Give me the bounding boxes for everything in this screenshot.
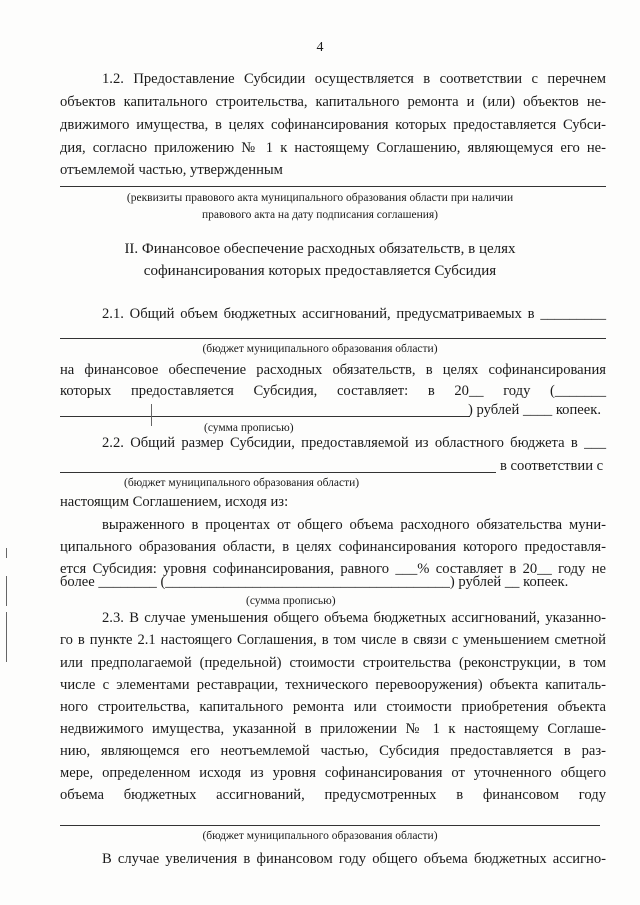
s21-line-4-end: ) рублей ____ копеек. <box>468 402 601 418</box>
s12-line-5: отъемлемой частью, утвержденным <box>60 162 283 178</box>
s23-line-10: В случае увеличения в финансовом году общего объема бюджетных ассигно- <box>102 851 606 867</box>
s23-line-5: ного строительства, капитального ремонта или стоимости приобретения объекта <box>60 699 606 715</box>
s12-line-2: объектов капитального строительства, капитального ремонта и (или) объектов не- <box>60 94 606 110</box>
s22-caption-budget: (бюджет муниципального образования области) <box>124 477 360 489</box>
s12-line-4: дия, согласно приложению № 1 к настоящему Соглашению, являющемуся его не- <box>60 140 606 156</box>
s12-caption-1: (реквизиты правового акта муниципального образования области при наличии <box>126 192 514 204</box>
s12-caption-2: правового акта на дату подписания соглашения) <box>201 209 438 221</box>
scan-mark <box>6 612 7 662</box>
s22-line-5: ципального образования области, в целях софинансирования которого предоставля- <box>60 539 606 555</box>
s22-caption-sum: (сумма прописью) <box>246 595 336 607</box>
s22-line-2-end: в соответствии с <box>500 458 604 474</box>
s21-line-3: которых предоставляется Субсидия, составляет: в 20__ году (_______ <box>60 383 606 399</box>
s23-line-6: недвижимого имущества, указанной в приложении № 1 к настоящему Соглаше- <box>60 721 606 737</box>
s23-line-1: 2.3. В случае уменьшения общего объема бюджетных ассигнований, указанно- <box>102 610 606 626</box>
fill-in-line <box>60 825 600 826</box>
s23-line-7: нию, являющемся его неотъемлемой частью, Субсидия предоставляется в раз- <box>60 743 606 759</box>
s22-line-4: выраженного в процентах от общего объема расходного обязательства муни- <box>102 517 606 533</box>
s23-line-3: или предполагаемой (предельной) стоимости строительства (реконструкции, в том <box>60 655 606 671</box>
s22-line-6: ется Субсидия: уровня софинансирования, равного ___% составляет в 20__ году не <box>60 561 606 577</box>
page-number: 4 <box>316 40 324 55</box>
fill-in-line <box>60 472 496 473</box>
s21-caption-budget: (бюджет муниципального образования области) <box>202 343 438 355</box>
s22-line-1: 2.2. Общий размер Субсидии, предоставляемой из областного бюджета в ___ <box>102 435 606 451</box>
s21-line-1: 2.1. Общий объем бюджетных ассигнований, предусматриваемых в _________ <box>102 306 606 322</box>
fill-in-line <box>60 186 606 187</box>
scan-mark <box>6 548 7 558</box>
s23-line-9: объема бюджетных ассигнований, предусмотренных в финансовом году <box>60 787 606 803</box>
s22-line-7: более ________ (_______________________________________) рублей __ копеек. <box>60 574 569 590</box>
s12-line-1: 1.2. Предоставление Субсидии осуществляется в соответствии с перечнем <box>102 71 606 87</box>
section-title-line-1: II. Финансовое обеспечение расходных обязательств, в целях <box>124 241 516 257</box>
scan-mark <box>6 576 7 606</box>
s23-caption-budget: (бюджет муниципального образования области) <box>202 830 438 842</box>
fill-in-line <box>60 416 470 417</box>
s23-line-4: числе с элементами реставрации, технического перевооружения) объекта капиталь- <box>60 677 606 693</box>
scan-mark <box>151 404 152 426</box>
fill-in-line <box>60 338 606 339</box>
s23-line-2: го в пункте 2.1 настоящего Соглашения, в том числе в связи с уменьшением сметной <box>60 632 606 648</box>
s23-line-8: мере, определенном исходя из уровня софинансирования от уточненного общего <box>60 765 606 781</box>
section-title-line-2: софинансирования которых предоставляется Субсидия <box>143 263 497 279</box>
s22-line-3: настоящим Соглашением, исходя из: <box>60 494 289 510</box>
s21-line-2: на финансовое обеспечение расходных обязательств, в целях софинансирования <box>60 362 606 378</box>
s12-line-3: движимого имущества, в целях софинансирования которых предоставляется Субси- <box>60 117 606 133</box>
s21-caption-sum: (сумма прописью) <box>204 422 294 434</box>
